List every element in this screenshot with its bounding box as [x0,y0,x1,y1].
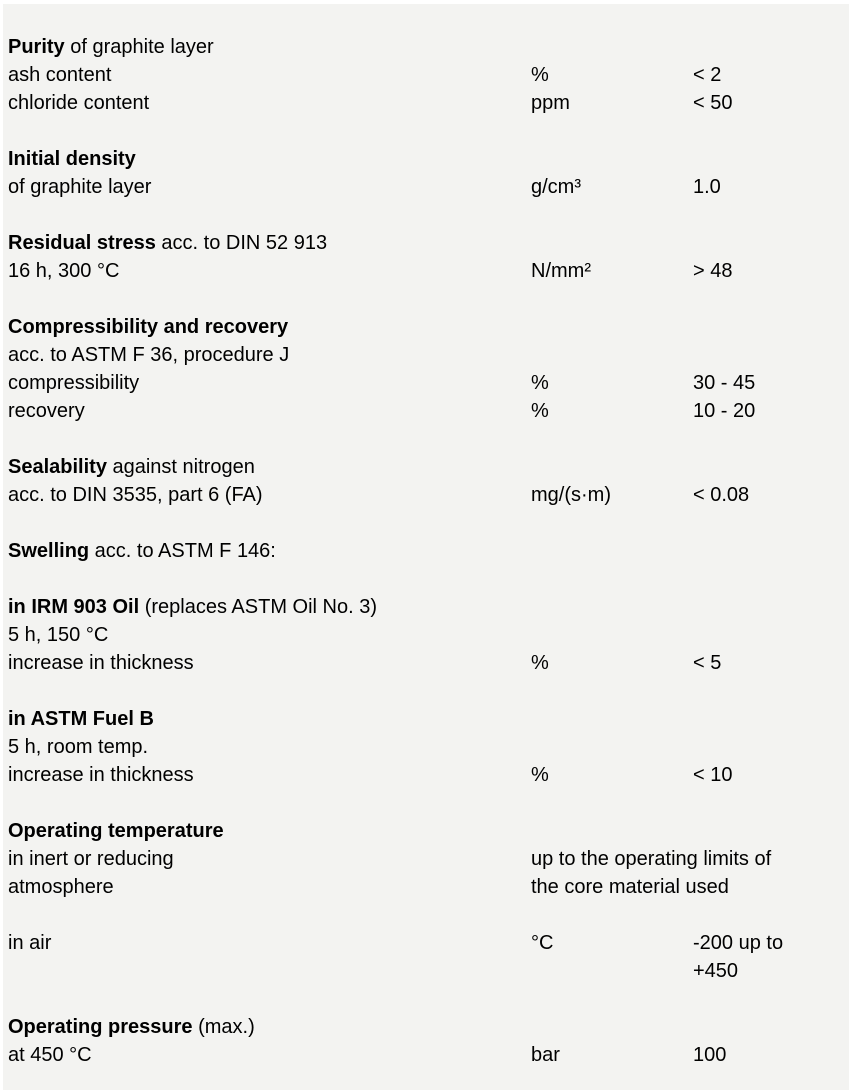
unit-cell: % [531,372,549,394]
property-label-rest: (max.) [192,1016,255,1038]
table-row [8,229,846,257]
property-label-rest: at 450 °C [8,1044,92,1066]
value-cell: < 5 [693,652,722,674]
unit-cell: bar [531,1044,560,1066]
spacer-row [8,509,846,537]
spacer-row [8,677,846,705]
table-row [8,957,846,985]
property-label-rest: (replaces ASTM Oil No. 3) [139,596,377,618]
table-row [8,845,846,873]
property-label-rest: 16 h, 300 °C [8,260,120,282]
spacer-row [8,901,846,929]
value-cell: +450 [693,960,739,982]
unit-cell: N/mm² [531,260,591,282]
property-label [8,61,111,89]
property-label-rest: acc. to ASTM F 146: [89,540,276,562]
value-cell: 1.0 [693,176,721,198]
unit-cell: % [531,64,549,86]
property-label [8,397,85,425]
table-row [8,257,846,285]
table-row [8,397,846,425]
property-label [8,33,214,61]
property-label-bold: Swelling [8,540,90,562]
property-label-rest: of graphite layer [64,36,214,58]
property-label [8,845,174,873]
property-label [8,1013,255,1041]
table-row [8,537,846,565]
value-cell: > 48 [693,260,733,282]
property-label-bold: Purity [8,36,65,58]
spacer-row [8,565,846,593]
unit-cell: % [531,652,549,674]
property-label-rest: ash content [8,64,112,86]
table-row [8,313,846,341]
property-label-bold: Operating temperature [8,820,224,842]
property-label-bold: Sealability [8,456,107,478]
property-label-rest: atmosphere [8,876,114,898]
property-label [8,313,288,341]
property-label-rest: acc. to DIN 3535, part 6 (FA) [8,484,263,506]
table-row [8,173,846,201]
property-label [8,593,377,621]
unit-cell: ppm [531,92,570,114]
property-label-rest: increase in thickness [8,764,194,786]
spacer-row [8,285,846,313]
table-row [8,341,846,369]
property-label [8,733,148,761]
table-row [8,733,846,761]
property-label [8,1041,92,1069]
spacer-row [8,985,846,1013]
value-cell: 30 - 45 [693,372,756,394]
spacer-row [8,201,846,229]
property-label-bold: Compressibility and recovery [8,316,289,338]
property-label [8,649,194,677]
property-label [8,453,255,481]
property-label-rest: increase in thickness [8,652,194,674]
table-row [8,817,846,845]
property-label-rest: of graphite layer [8,176,152,198]
table-row [8,453,846,481]
spacer-row [8,789,846,817]
table-row [8,929,846,957]
property-label-rest: in air [8,932,52,954]
property-label-bold: in IRM 903 Oil [8,596,140,618]
property-label-rest: in inert or reducing [8,848,174,870]
property-label-rest: 5 h, room temp. [8,736,149,758]
property-label-bold: Initial density [8,148,136,170]
table-row [8,1041,846,1069]
unit-cell: % [531,764,549,786]
unit-cell: % [531,400,549,422]
property-label [8,341,289,369]
property-label [8,257,119,285]
table-row [8,761,846,789]
wide-value-cell: the core material used [531,876,729,898]
property-label-rest: acc. to ASTM F 36, procedure J [8,344,290,366]
table-row [8,1013,846,1041]
property-label [8,145,136,173]
value-cell: < 0.08 [693,484,750,506]
value-cell: < 50 [693,92,733,114]
property-label [8,229,327,257]
value-cell: 100 [693,1044,727,1066]
value-cell: < 10 [693,764,733,786]
property-label-rest: against nitrogen [106,456,255,478]
property-label [8,537,276,565]
property-label-rest: acc. to DIN 52 913 [155,232,328,254]
property-label [8,621,108,649]
value-cell: 10 - 20 [693,400,756,422]
table-row [8,89,846,117]
table-row [8,33,846,61]
property-label [8,817,224,845]
table-row [8,873,846,901]
table-row [8,621,846,649]
property-label [8,89,149,117]
wide-value-cell: up to the operating limits of [531,848,772,870]
value-cell: -200 up to [693,932,784,954]
unit-cell: mg/(s·m) [531,484,611,506]
table-row [8,649,846,677]
property-label [8,481,263,509]
property-label [8,705,154,733]
property-label-bold: in ASTM Fuel B [8,708,154,730]
property-label-bold: Operating pressure [8,1016,193,1038]
table-row [8,369,846,397]
unit-cell: °C [531,932,554,954]
spacer-row [8,425,846,453]
property-label [8,761,194,789]
property-label [8,173,151,201]
table-row [8,481,846,509]
property-label-rest: compressibility [8,372,140,394]
datasheet-table [8,33,846,1069]
property-label-bold: Residual stress [8,232,156,254]
property-label-rest: 5 h, 150 °C [8,624,109,646]
value-cell: < 2 [693,64,722,86]
table-row [8,61,846,89]
property-label [8,873,114,901]
table-row [8,705,846,733]
unit-cell: g/cm³ [531,176,581,198]
table-row [8,593,846,621]
table-row [8,145,846,173]
spacer-row [8,117,846,145]
property-label [8,929,51,957]
property-label-rest: recovery [8,400,85,422]
property-label-rest: chloride content [8,92,150,114]
property-label [8,369,139,397]
